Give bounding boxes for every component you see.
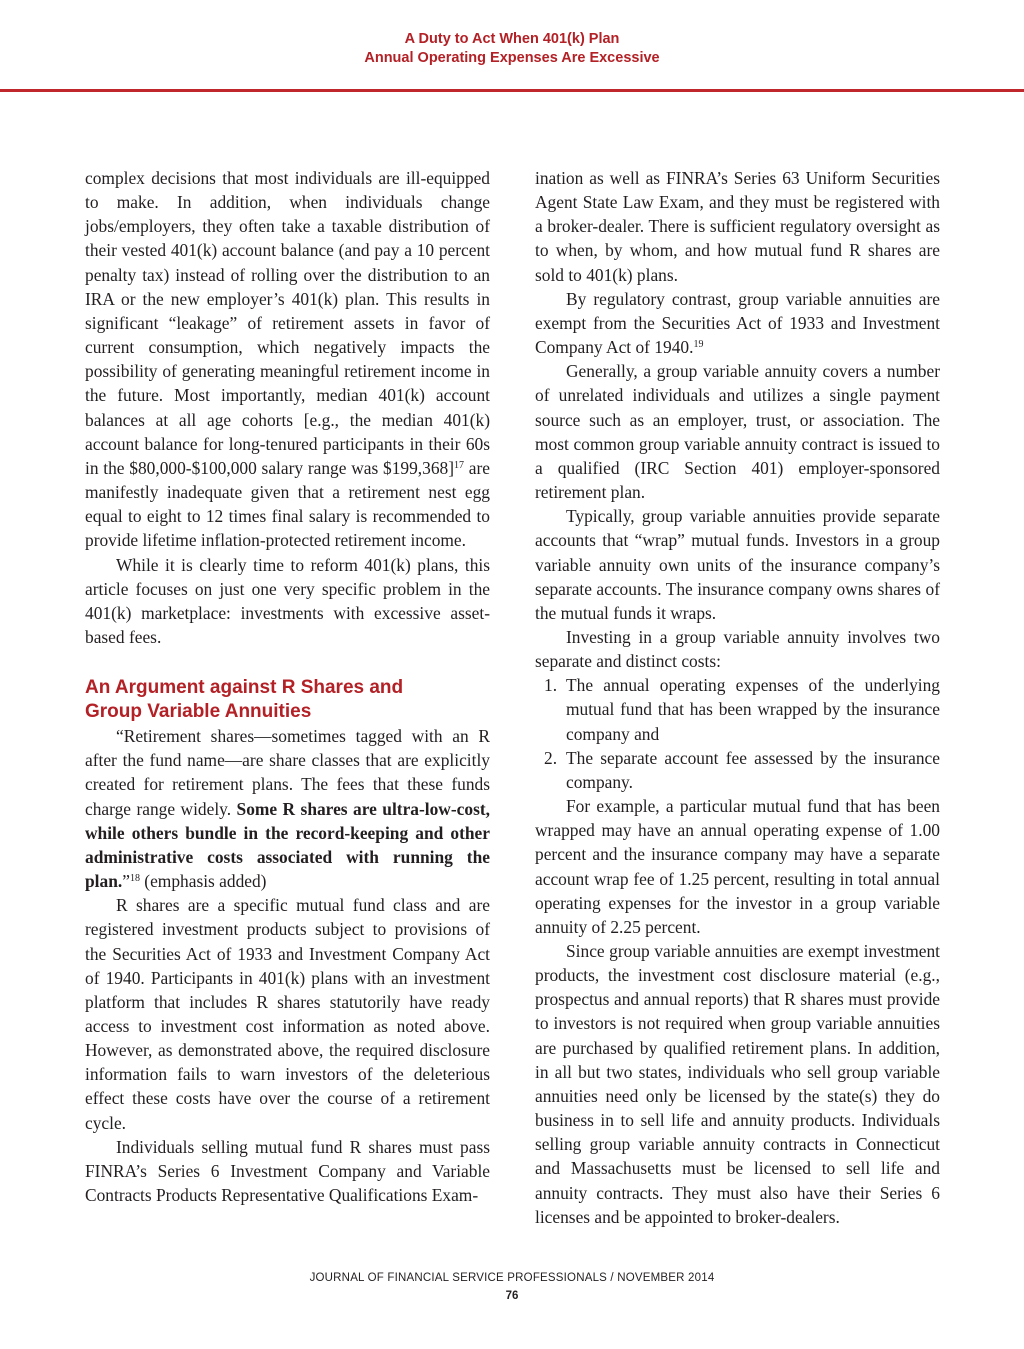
paragraph: Generally, a group variable annuity covers a number of unrelated individuals and utilizes a single payment source such as an employer, trust, or association. The most common group variable annuity contract is issued to a qualified (IRC Section 401) employer-sponsored retirement plan.: [535, 361, 940, 503]
section-heading: An Argument against R Shares and Group Variable Annuities: [85, 677, 404, 723]
running-header: [0, 30, 1024, 68]
left-column: [85, 166, 490, 1207]
paragraph: Investing in a group variable annuity involves two separate and distinct costs:: [535, 626, 940, 672]
paragraph: R shares are a specific mutual fund class and are registered investment products subject to provisions of the Securities Act of 1933 and Investment Company Act of 1940. Participants in 401(k) plans with an investment platform that includes R shares statutorily have ready access to investment cost information as noted above. However, as demonstrated above, the required disclosure information fails to warn investors of the deleterious effect these costs have over the course of a retirement cycle.: [85, 895, 490, 1133]
paragraph: By regulatory contrast, group variable annuities are exempt from the Securities Act of 1933 and Investment Company Act of 1940.19: [535, 288, 940, 358]
header-title-line1: A Duty to Act When 401(k) Plan: [404, 31, 620, 47]
paragraph: Typically, group variable annuities provide separate accounts that “wrap” mutual funds. Investors in a group variable annuity own units of the insurance company’s separate accounts. The insurance company owns shares of the mutual funds it wraps.: [535, 506, 940, 623]
header-title-line2: Annual Operating Expenses Are Excessive: [364, 50, 660, 66]
footnote-ref-17: 17: [454, 459, 465, 471]
right-column: [535, 166, 940, 1229]
paragraph: complex decisions that most individuals are ill-equipped to make. In addition, when individuals change jobs/employers, they often take a taxable distribution of their vested 401(k) account balance (and pay a 10 percent penalty tax) instead of rolling over the distribution to an IRA or the new employer’s 401(k) plan. This results in significant “leakage” of retirement assets in favor of current consumption, which negatively impacts the possibility of generating meaningful retirement income in the future. Most importantly, median 401(k) account balances at all age cohorts [e.g., the median 401(k) account balance for long-tenured participants in their 60s in the $80,000-$100,000 salary range was $199,368]$^{17}$ are manifestly inadequate given that a retirement nest egg equal to eight to 12 times final salary is recommended to provide lifetime inflation-protected retirement income.: [85, 168, 490, 551]
paragraph: For example, a particular mutual fund that has been wrapped may have an annual operating expense of 1.00 percent and the insurance company may have a separate account wrap fee of 1.25 percent, resulting in total annual operating expenses for the investor in a group variable annuity of 2.25 percent.: [535, 796, 940, 937]
list-item: 1. The annual operating expenses of the underlying mutual fund that has been wrapped by the insurance company and: [544, 675, 940, 744]
header-rule: [0, 89, 1024, 92]
paragraph: ination as well as FINRA’s Series 63 Uniform Securities Agent State Law Exam, and they must be registered with a broker-dealer. There is sufficient regulatory oversight as to when, by whom, and how mutual fund R shares are sold to 401(k) plans.: [535, 168, 940, 285]
paragraph: While it is clearly time to reform 401(k) plans, this article focuses on just one very specific problem in the 401(k) marketplace: investments with excessive asset-based fees.: [85, 554, 490, 647]
paragraph: Since group variable annuities are exempt investment products, the investment cost disclosure material (e.g., prospectus and annual reports) that R shares must provide to investors is not required when group variable annuities are purchased by qualified retirement plans. In addition, in all but two states, individuals who sell group variable annuities need only be licensed by the state(s) they do business in to sell life and annuity products. Individuals selling group variable annuity contracts in Connecticut and Massachusetts must be licensed to sell life and annuity contracts. They must also have their Series 6 licenses and be appointed to broker-dealers.: [535, 941, 940, 1227]
paragraph: Individuals selling mutual fund R shares must pass FINRA’s Series 6 Investment Company and Variable Contracts Products Representative Qualifications Exam-: [85, 1136, 490, 1206]
list-number: 1.: [544, 675, 558, 696]
list-item: 2. The separate account fee assessed by the insurance company.: [544, 747, 940, 792]
footnote-ref-18: 18: [129, 873, 140, 885]
emphasized-text: Some R shares are ultra-low-cost, while others bundle in the record-keeping and other administrative costs associated with running the plan.: [85, 798, 490, 892]
footnote-ref-19: 19: [693, 339, 704, 351]
quote-paragraph: “Retirement shares—sometimes tagged with an R after the fund name—are share classes that are explicitly created for retirement plans. The fees that these funds charge range widely. Some R shares are ultra-low-cost, while others bundle in the record-keeping and other administrative costs associated with running the plan.”$^{18}$ (emphasis added): [85, 726, 490, 892]
list-number: 2.: [544, 747, 558, 768]
journal-footer: JOURNAL OF FINANCIAL SERVICE PROFESSIONALS / NOVEMBER 2014: [309, 1272, 715, 1284]
numbered-list: [535, 673, 940, 794]
page-number: 76: [505, 1290, 519, 1302]
